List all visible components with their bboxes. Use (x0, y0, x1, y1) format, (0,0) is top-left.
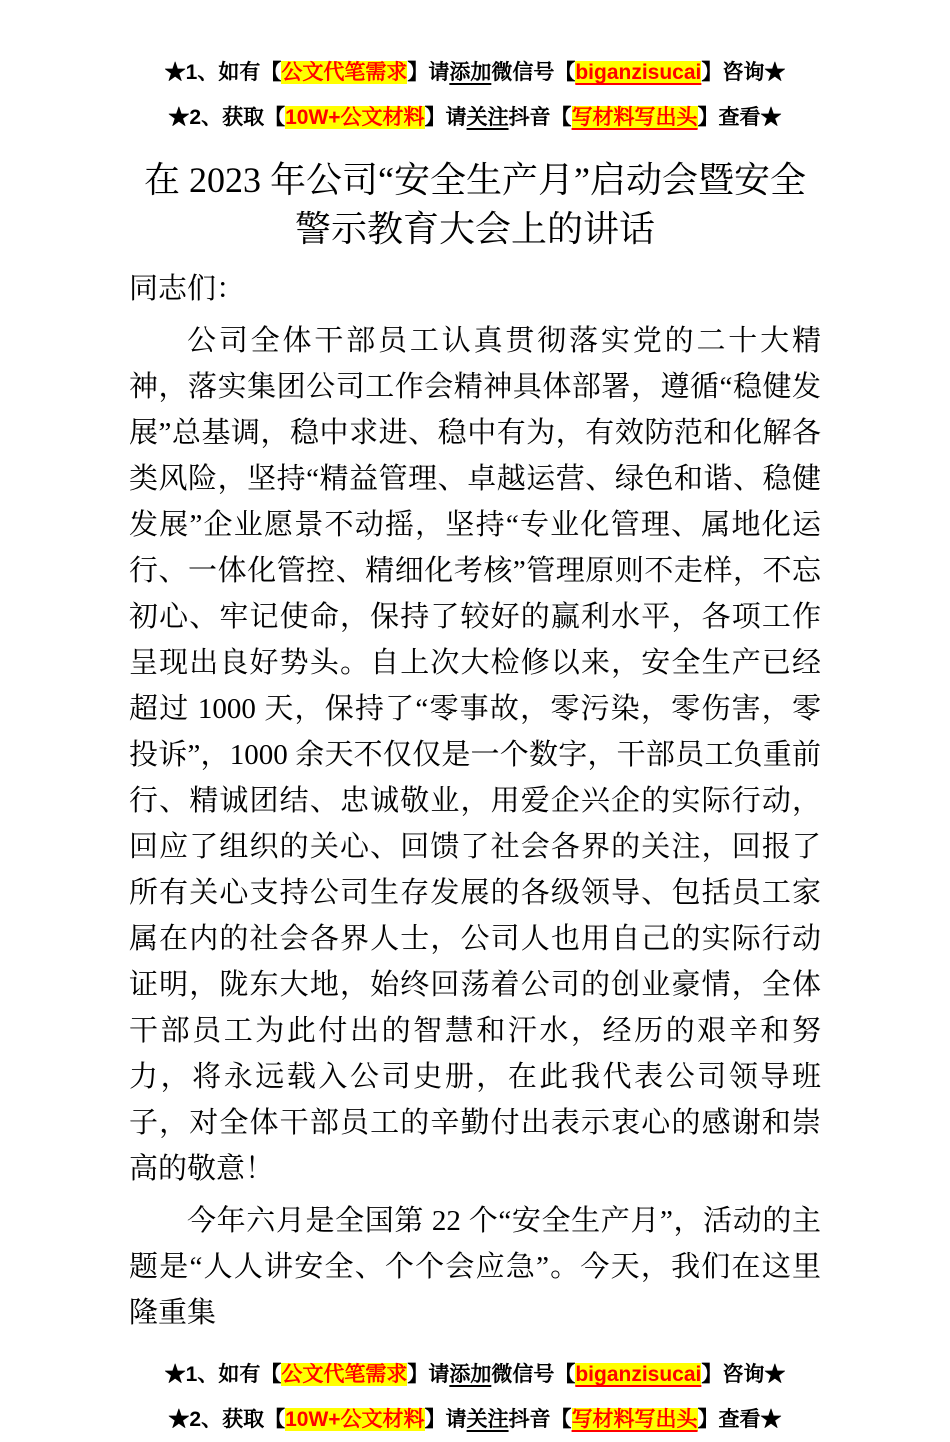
promo-highlight-service: 公文代笔需求 (281, 61, 408, 84)
promo-highlight-materials: 10W+公文材料 (285, 106, 425, 129)
title-line-2: 警示教育大会上的讲话 (294, 209, 655, 249)
paragraph-2: 今年六月是全国第 22 个“安全生产月”，活动的主题是“人人讲安全、个个会应急”。今天，我们在这里隆重集 (129, 1205, 821, 1329)
promo-text: 】咨询★ (701, 1363, 786, 1386)
promo-text: 抖音【 (508, 106, 572, 129)
promo-footer (0, 1352, 950, 1442)
promo-highlight-materials: 10W+公文材料 (285, 1408, 425, 1431)
document-body (129, 266, 821, 1336)
promo-header-line-1 (0, 50, 950, 95)
promo-text: 】咨询★ (701, 61, 786, 84)
promo-underline-add: 添加 (449, 61, 492, 84)
promo-underline-add: 添加 (449, 1363, 492, 1386)
promo-wechat-id: biganzisucai (575, 61, 702, 84)
promo-text: 】请 (407, 1363, 450, 1386)
promo-footer-line-2 (0, 1397, 950, 1442)
document-title (0, 156, 950, 254)
promo-text: ★1、如有【 (164, 1363, 282, 1386)
promo-highlight-service: 公文代笔需求 (281, 1363, 408, 1386)
promo-douyin-id: 写材料写出头 (571, 1408, 698, 1431)
promo-text: 微信号【 (491, 61, 576, 84)
promo-text: 】查看★ (697, 106, 782, 129)
promo-text: 微信号【 (491, 1363, 576, 1386)
promo-header-line-2 (0, 95, 950, 140)
promo-underline-follow: 关注 (466, 106, 509, 129)
promo-wechat-id: biganzisucai (575, 1363, 702, 1386)
promo-header (0, 50, 950, 140)
title-line-1: 在 2023 年公司“安全生产月”启动会暨安全 (144, 160, 806, 200)
promo-text: 】请 (407, 61, 450, 84)
promo-text: 】查看★ (697, 1408, 782, 1431)
promo-text: ★1、如有【 (164, 61, 282, 84)
promo-douyin-id: 写材料写出头 (571, 106, 698, 129)
paragraph-1: 公司全体干部员工认真贯彻落实党的二十大精神，落实集团公司工作会精神具体部署，遵循“稳健发展”总基调，稳中求进、稳中有为，有效防范和化解各类风险，坚持“精益管理、卓越运营、绿色和谐、稳健发展”企业愿景不动摇，坚持“专业化管理、属地化运行、一体化管控、精细化考核”管理原则不走样，不忘初心、牢记使命，保持了较好的赢利水平，各项工作呈现出良好势头。自上次大检修以来，安全生产已经超过 1000 天，保持了“零事故，零污染，零伤害，零投诉”，1000 余天不仅仅是一个数字，干部员工负重前行、精诚团结、忠诚敬业，用爱企兴企的实际行动，回应了组织的关心、回馈了社会各界的关注，回报了所有关心支持公司生存发展的各级领导、包括员工家属在内的社会各界人士，公司人也用自己的实际行动证明，陇东大地，始终回荡着公司的创业豪情，全体干部员工为此付出的智慧和汗水，经历的艰辛和努力，将永远载入公司史册，在此我代表公司领导班子，对全体干部员工的辛勤付出表示衷心的感谢和崇高的敬意！ (129, 325, 821, 1185)
promo-text: 】请 (424, 1408, 467, 1431)
promo-text: ★2、获取【 (168, 106, 286, 129)
promo-underline-follow: 关注 (466, 1408, 509, 1431)
promo-text: 抖音【 (508, 1408, 572, 1431)
salutation: 同志们： (129, 273, 246, 305)
promo-footer-line-1 (0, 1352, 950, 1397)
promo-text: 】请 (424, 106, 467, 129)
promo-text: ★2、获取【 (168, 1408, 286, 1431)
